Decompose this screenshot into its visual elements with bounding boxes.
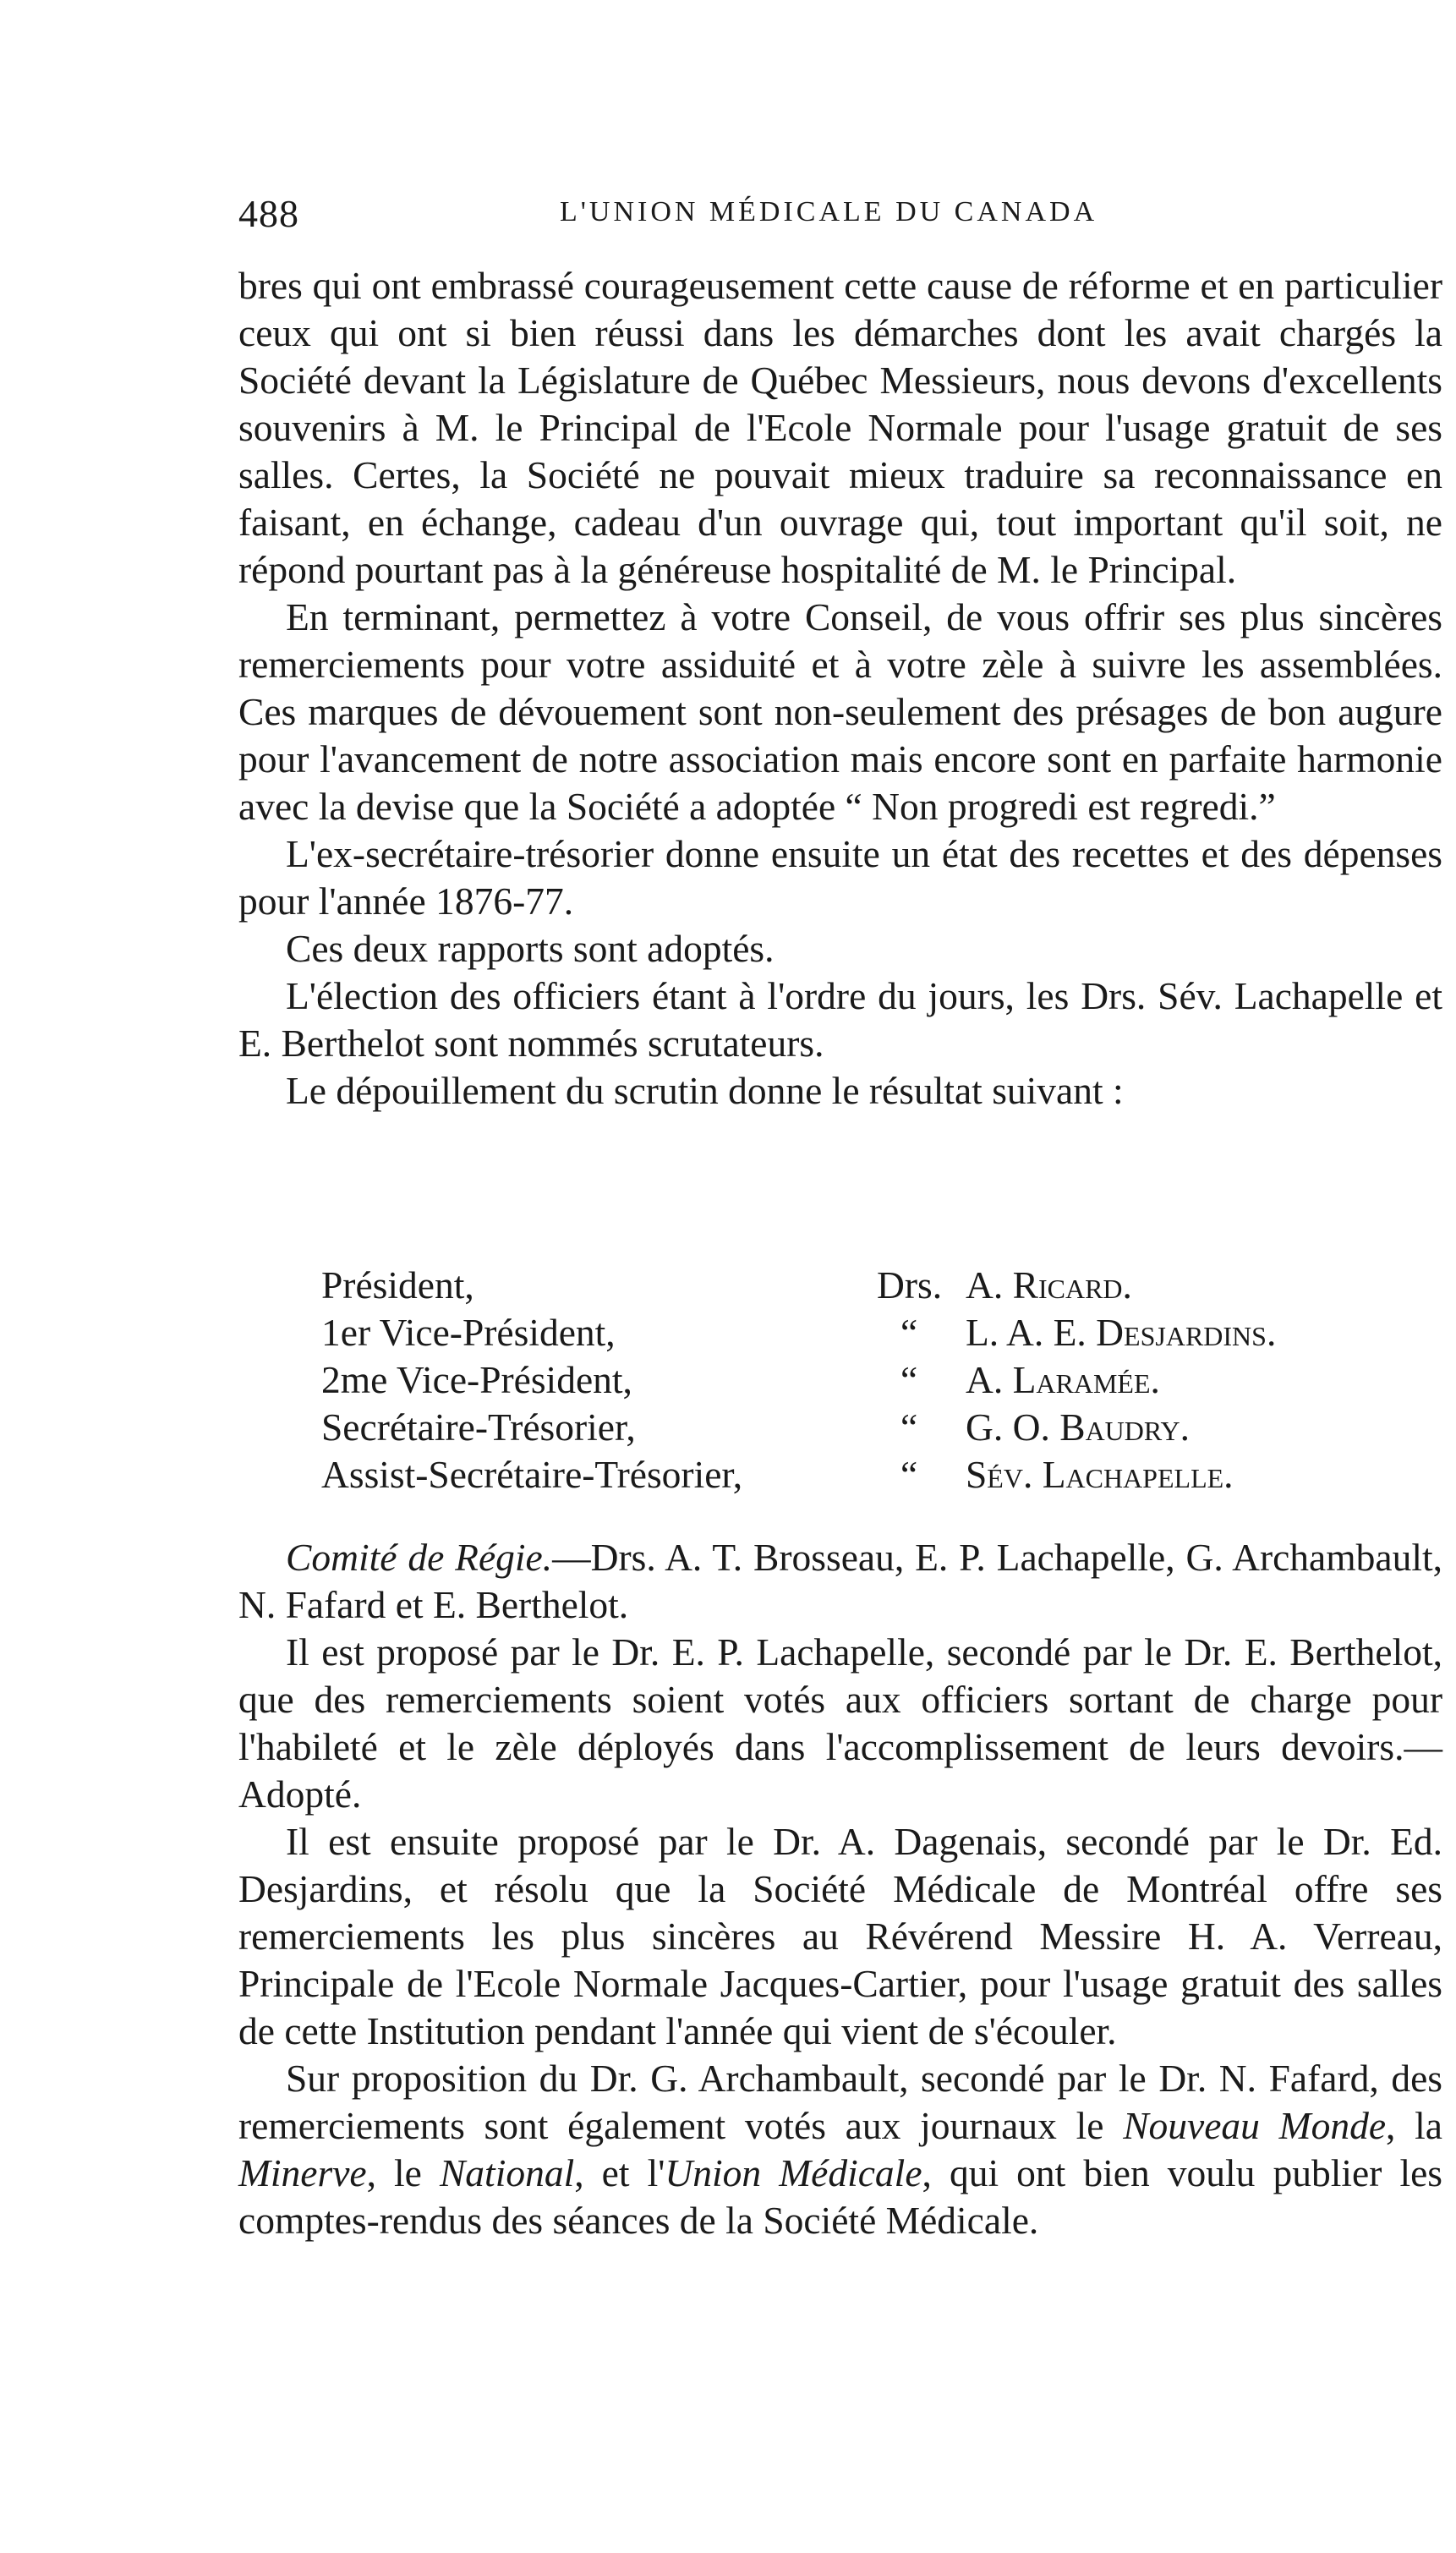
- paragraph-thanks-officers: Il est proposé par le Dr. E. P. Lachapelle, secondé par le Dr. E. Berthelot, que des remerciements soient votés aux officiers sortant de charge pour l'habileté et le zèle déployés dans l'accomplissement de leurs devoirs.—Adopté.: [238, 1630, 1442, 1816]
- paragraph-reports-adopted: Ces deux rapports sont adoptés.: [286, 927, 775, 970]
- comite-label: Comité de Régie.: [286, 1536, 553, 1579]
- paragraph-ballot-result: Le dépouillement du scrutin donne le résultat suivant :: [286, 1069, 1124, 1112]
- journal-name: Minerve: [238, 2151, 367, 2194]
- journal-name: National: [439, 2151, 575, 2194]
- paragraph-closing-remarks: En terminant, permettez à votre Conseil, de vous offrir ses plus sincères remerciements pour votre assiduité et à votre zèle à suivre les assemblées. Ces marques de dévouement sont non-seulement des présages de bon augure pour l'avancement de notre association mais encore sont en parfaite harmonie avec la devise que la Société a adoptée “ Non progredi est regredi.”: [238, 595, 1442, 828]
- officer-row: [321, 1309, 1420, 1356]
- text-run: Sur proposition du Dr. G. Archambault, secondé par le Dr. N. Fafard, des remerciements sont également votés aux journaux le: [238, 2057, 1442, 2147]
- ditto-mark: “: [900, 1311, 918, 1354]
- journal-name: Nouveau Monde: [1123, 2104, 1387, 2147]
- officers-list: [321, 1262, 1420, 1498]
- officer-row: [321, 1262, 1420, 1309]
- paragraph-thanks-journals: [238, 2055, 1442, 2244]
- paragraph-continuation: bres qui ont embrassé courageusement cette cause de réforme et en particulier ceux qui ont si bien réussi dans les démarches dont les avait chargés la Société devant la Législature de Québec Messieurs, nous devons d'excellents souvenirs à M. le Principal de l'Ecole Normale pour l'usage gratuit de ses salles. Certes, la Société ne pouvait mieux traduire sa reconnaissance en faisant, en échange, cadeau d'un ouvrage qui, tout important qu'il soit, ne répond pourtant pas à la généreuse hospitalité de M. le Principal.: [238, 264, 1442, 591]
- paragraph-thanks-reverend: Il est ensuite proposé par le Dr. A. Dagenais, secondé par le Dr. Ed. Desjardins, et résolu que la Société Médicale de Montréal offre ses remerciements les plus sincères au Révérend Messire H. A. Verreau, Principale de l'Ecole Normale Jacques-Cartier, pour l'usage gratuit des salles de cette Institution pendant l'année qui vient de s'écouler.: [238, 1820, 1442, 2052]
- page-number: 488: [238, 192, 299, 235]
- body-text-top: [238, 262, 1442, 1115]
- officer-name: L. A. E. Desjardins.: [966, 1311, 1277, 1354]
- page-header: [238, 191, 1405, 242]
- officer-name: A. Ricard.: [966, 1263, 1132, 1307]
- officer-title: 1er Vice-Président,: [321, 1311, 616, 1354]
- officer-name: G. O. Baudry.: [966, 1405, 1190, 1449]
- paragraph-election: L'élection des officiers étant à l'ordre du jours, les Drs. Sév. Lachapelle et E. Berthelot sont nommés scrutateurs.: [238, 974, 1442, 1065]
- paragraph-comite: [238, 1534, 1442, 1629]
- ditto-mark: “: [900, 1405, 918, 1449]
- text-run: , la: [1386, 2104, 1442, 2147]
- body-text-bottom: [238, 1534, 1442, 2244]
- officer-prefix: Drs.: [877, 1263, 943, 1307]
- text-run: , et l': [574, 2151, 665, 2194]
- officer-row: [321, 1404, 1420, 1451]
- ditto-mark: “: [900, 1453, 918, 1496]
- officer-title: Secrétaire-Trésorier,: [321, 1405, 636, 1449]
- journal-name: Union Médicale: [665, 2151, 922, 2194]
- text-run: , qui ont bien voulu publier les comptes-rendus des séances de la Société Médicale.: [238, 2151, 1442, 2242]
- officer-title: Assist-Secrétaire-Trésorier,: [321, 1453, 743, 1496]
- comite-members: —Drs. A. T. Brosseau, E. P. Lachapelle, G. Archambault, N. Fafard et E. Berthelot.: [238, 1536, 1442, 1626]
- officer-title: 2me Vice-Président,: [321, 1358, 632, 1401]
- officer-name: A. Laramée.: [966, 1358, 1160, 1401]
- officer-title: Président,: [321, 1263, 474, 1307]
- ditto-mark: “: [900, 1358, 918, 1401]
- officer-row: [321, 1356, 1420, 1404]
- text-run: , le: [366, 2151, 440, 2194]
- officer-name: Sév. Lachapelle.: [966, 1453, 1234, 1496]
- paragraph-treasurer-report: L'ex-secrétaire-trésorier donne ensuite un état des recettes et des dépenses pour l'année 1876-77.: [238, 832, 1442, 923]
- running-title: L'UNION MÉDICALE DU CANADA: [560, 196, 1098, 227]
- officer-row: [321, 1451, 1420, 1498]
